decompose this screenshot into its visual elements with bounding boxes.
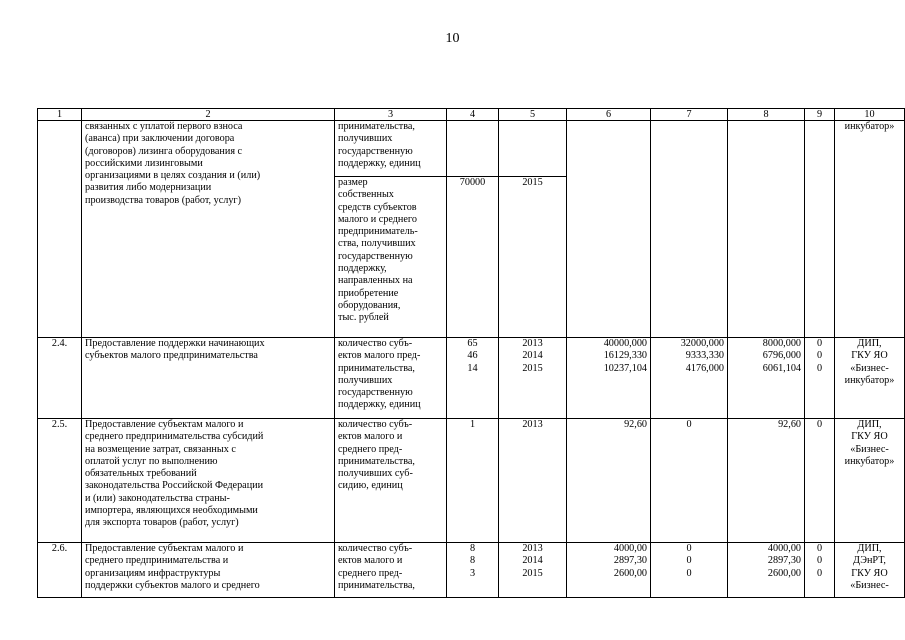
cell-indicator: количество субъ- ектов малого пред- принимательства, получивших государственную поддержку, единиц — [335, 338, 447, 419]
cell-executor: ДИП, ГКУ ЯО «Бизнес- инкубатор» — [835, 419, 905, 543]
col-header: 8 — [728, 109, 805, 121]
cell-executor: ДИП, ДЭнРТ, ГКУ ЯО «Бизнес- — [835, 543, 905, 598]
table-row — [38, 338, 905, 419]
cell-num: 2.5. — [38, 419, 82, 543]
col-header: 9 — [805, 109, 835, 121]
col-header: 10 — [835, 109, 905, 121]
page-number: 10 — [445, 31, 460, 46]
cell-indicator: количество субъ- ектов малого и среднего пред- принимательства, получивших суб- сидию, единиц — [335, 419, 447, 543]
cell-c4: 1 — [447, 419, 499, 543]
cell-c9 — [805, 121, 835, 338]
cell-c6: 4000,00 2897,30 2600,00 — [567, 543, 651, 598]
cell-c6: 40000,000 16129,330 10237,104 — [567, 338, 651, 419]
cell-c7 — [651, 121, 728, 338]
cell-c7: 32000,000 9333,330 4176,000 — [651, 338, 728, 419]
cell-c4: 65 46 14 — [447, 338, 499, 419]
cell-c5: 2013 2014 2015 — [499, 543, 567, 598]
cell-c8 — [728, 121, 805, 338]
cell-event-name: Предоставление поддержки начинающих субъектов малого предпринимательства — [82, 338, 335, 419]
cell-c5: 2013 2014 2015 — [499, 338, 567, 419]
cell-c7: 0 — [651, 419, 728, 543]
cell-c5: 2013 — [499, 419, 567, 543]
cell-c4 — [447, 121, 499, 177]
cell-indicator: количество субъ- ектов малого и среднего пред- принимательства, — [335, 543, 447, 598]
cell-indicator: принимательства, получивших государственную поддержку, единиц — [335, 121, 447, 177]
cell-c9: 0 0 0 — [805, 543, 835, 598]
cell-c4: 70000 — [447, 177, 499, 338]
table-row — [38, 419, 905, 543]
cell-num: 2.6. — [38, 543, 82, 598]
cell-c6 — [567, 121, 651, 338]
cell-executor: ДИП, ГКУ ЯО «Бизнес- инкубатор» — [835, 338, 905, 419]
cell-indicator: размер собственных средств субъектов малого и среднего предприниматель- ства, получивших государственную поддержку, направленных на приобретение оборудования, тыс. рублей — [335, 177, 447, 338]
cell-event-name: связанных с уплатой первого взноса (аванса) при заключении договора (договоров) лизинга оборудования с российскими лизинговыми организациями в целях создания и (или) развития либо модернизации производства товаров (работ, услуг) — [82, 121, 335, 338]
cell-c4: 8 8 3 — [447, 543, 499, 598]
cell-c5: 2015 — [499, 177, 567, 338]
col-header: 1 — [38, 109, 82, 121]
program-table — [37, 108, 905, 598]
cell-c9: 0 0 0 — [805, 338, 835, 419]
cell-event-name: Предоставление субъектам малого и среднего предпринимательства и организациям инфраструктуры поддержки субъектов малого и среднего — [82, 543, 335, 598]
col-header: 4 — [447, 109, 499, 121]
cell-num — [38, 121, 82, 338]
cell-executor: инкубатор» — [835, 121, 905, 338]
cell-c6: 92,60 — [567, 419, 651, 543]
cell-c9: 0 — [805, 419, 835, 543]
col-header: 6 — [567, 109, 651, 121]
table-row — [38, 543, 905, 598]
cell-num: 2.4. — [38, 338, 82, 419]
cell-c8: 92,60 — [728, 419, 805, 543]
cell-c7: 0 0 0 — [651, 543, 728, 598]
cell-c8: 8000,000 6796,000 6061,104 — [728, 338, 805, 419]
cell-c8: 4000,00 2897,30 2600,00 — [728, 543, 805, 598]
col-header: 2 — [82, 109, 335, 121]
column-number-row — [38, 109, 905, 121]
cell-c5 — [499, 121, 567, 177]
continuation-row — [38, 121, 905, 177]
col-header: 3 — [335, 109, 447, 121]
col-header: 5 — [499, 109, 567, 121]
col-header: 7 — [651, 109, 728, 121]
cell-event-name: Предоставление субъектам малого и среднего предпринимательства субсидий на возмещение затрат, связанных с оплатой услуг по выполнению обязательных требований законодательства Российской Федерации и (или) законодательства страны- импортера, являющихся необходимыми для экспорта товаров (работ, услуг) — [82, 419, 335, 543]
